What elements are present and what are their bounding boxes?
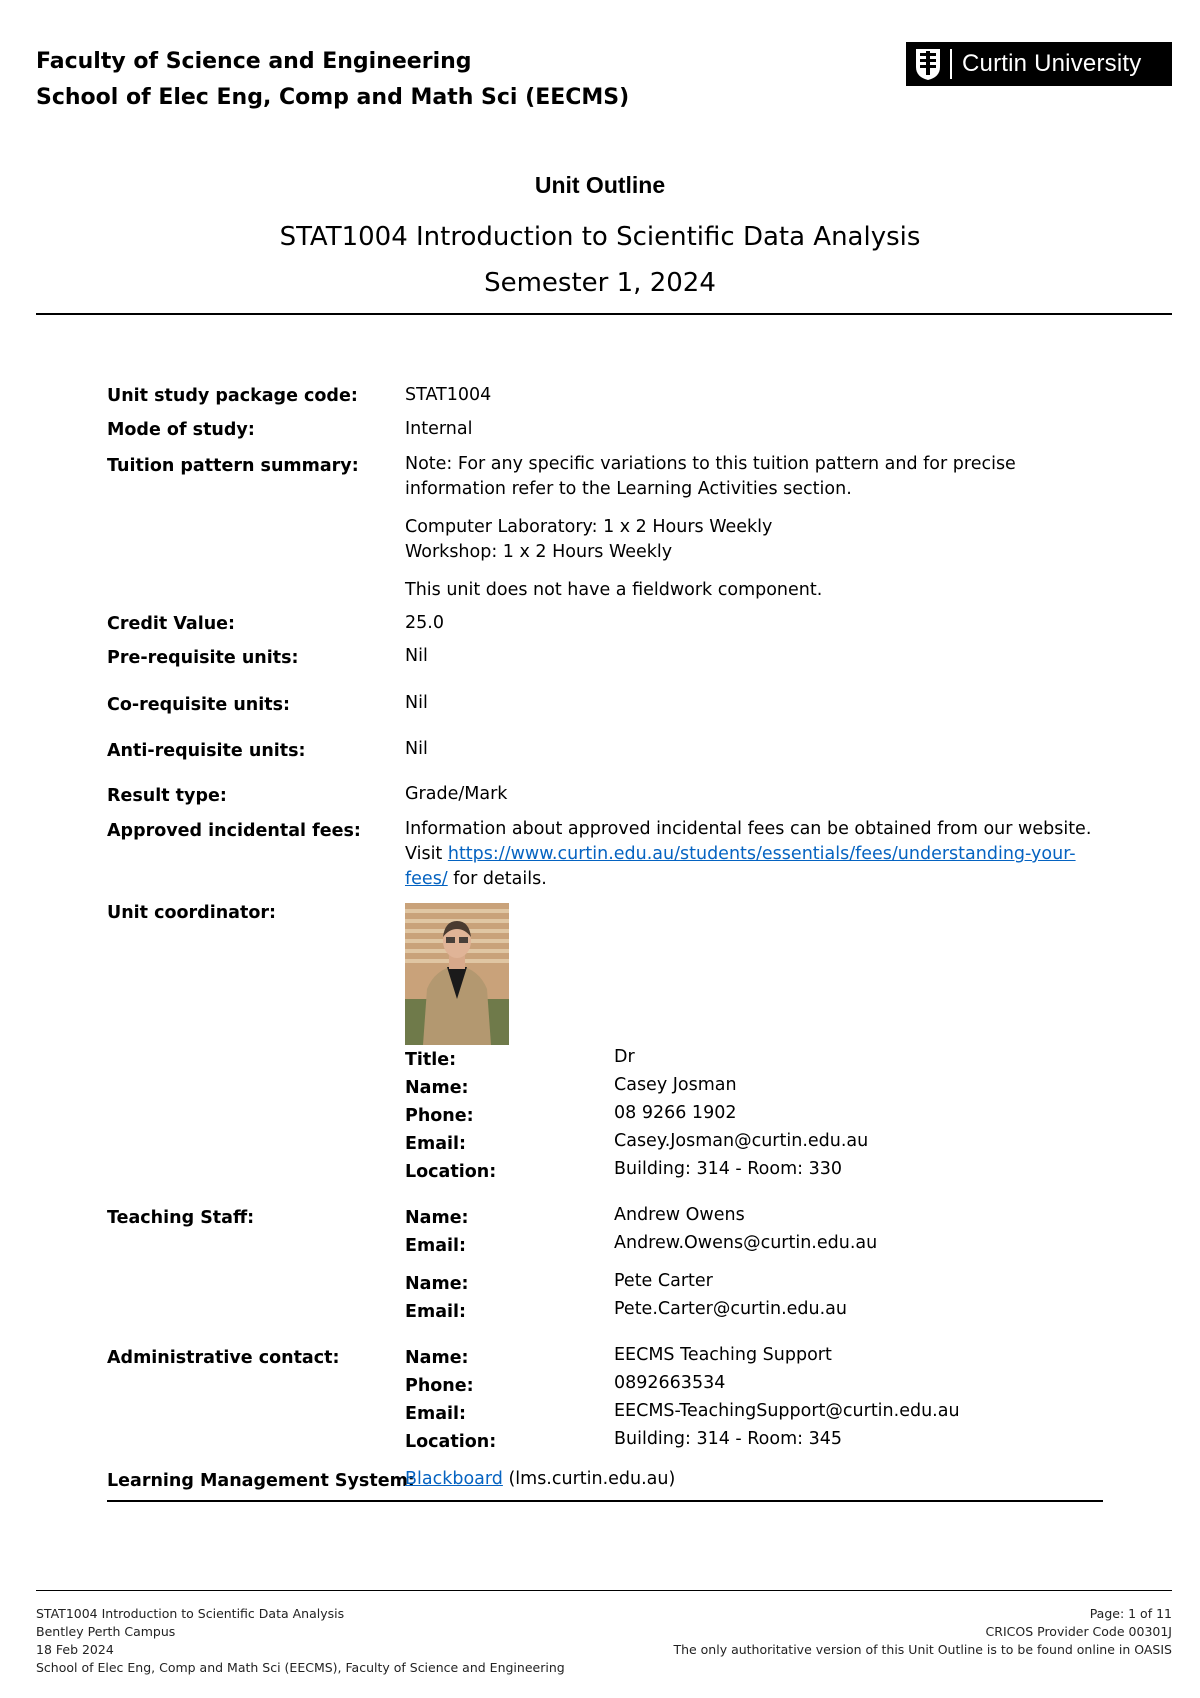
tuition-note-line1: Note: For any specific variations to this tuition pattern and for precise (405, 454, 1016, 474)
logo-divider (950, 49, 952, 79)
lms-value (405, 1467, 675, 1492)
blackboard-link[interactable]: Blackboard (405, 1469, 503, 1489)
coord-title-value: Dr (614, 1047, 635, 1067)
coord-location-value: Building: 314 - Room: 330 (614, 1159, 842, 1179)
admin-email-label: Email: (405, 1404, 466, 1424)
coord-phone-value: 08 9266 1902 (614, 1103, 737, 1123)
fees-link-cont[interactable]: fees/ (405, 869, 448, 889)
antireq-value: Nil (405, 739, 428, 759)
credit-value: 25.0 (405, 613, 444, 633)
admin-location-label: Location: (405, 1432, 497, 1452)
coreq-value: Nil (405, 693, 428, 713)
coord-title-label: Title: (405, 1050, 457, 1070)
staff2-name-value: Pete Carter (614, 1271, 713, 1291)
result-type-value: Grade/Mark (405, 784, 508, 804)
coord-email-label: Email: (405, 1134, 466, 1154)
tuition-note-line2: information refer to the Learning Activities section. (405, 479, 852, 499)
details-bottom-divider (107, 1500, 1103, 1502)
footer-school: School of Elec Eng, Comp and Math Sci (EECMS), Faculty of Science and Engineering (36, 1660, 565, 1675)
fees-line2 (405, 842, 1076, 867)
admin-name-label: Name: (405, 1348, 469, 1368)
coord-location-label: Location: (405, 1162, 497, 1182)
tuition-label: Tuition pattern summary: (107, 456, 359, 476)
staff2-email-value: Pete.Carter@curtin.edu.au (614, 1299, 847, 1319)
coord-name-value: Casey Josman (614, 1075, 737, 1095)
mode-label: Mode of study: (107, 420, 255, 440)
coordinator-photo (405, 903, 509, 1045)
coordinator-label: Unit coordinator: (107, 903, 276, 923)
lms-suffix: (lms.curtin.edu.au) (502, 1469, 676, 1489)
tuition-lab: Computer Laboratory: 1 x 2 Hours Weekly (405, 517, 773, 537)
prereq-value: Nil (405, 646, 428, 666)
fees-line1: Information about approved incidental fees can be obtained from our website. (405, 819, 1092, 839)
coreq-label: Co-requisite units: (107, 695, 291, 715)
footer-date: 18 Feb 2024 (36, 1642, 114, 1657)
result-type-label: Result type: (107, 786, 227, 806)
coord-name-label: Name: (405, 1078, 469, 1098)
lms-label: Learning Management System: (107, 1471, 415, 1491)
footer-right (673, 1605, 1172, 1659)
admin-email-value: EECMS-TeachingSupport@curtin.edu.au (614, 1401, 960, 1421)
tuition-workshop: Workshop: 1 x 2 Hours Weekly (405, 542, 673, 562)
admin-name-value: EECMS Teaching Support (614, 1345, 832, 1365)
footer-unit: STAT1004 Introduction to Scientific Data Analysis (36, 1606, 345, 1621)
package-code-label: Unit study package code: (107, 386, 358, 406)
fees-label: Approved incidental fees: (107, 821, 361, 841)
fees-visit: Visit (405, 844, 448, 864)
faculty-name: Faculty of Science and Engineering (36, 49, 472, 74)
fees-suffix: for details. (447, 869, 547, 889)
package-code-value: STAT1004 (405, 385, 492, 405)
admin-contact-label: Administrative contact: (107, 1348, 340, 1368)
unit-title: STAT1004 Introduction to Scientific Data Analysis (279, 222, 921, 252)
footer-divider (36, 1590, 1172, 1591)
tuition-fieldwork: This unit does not have a fieldwork component. (405, 580, 823, 600)
footer-left (36, 1605, 565, 1677)
logo-text: Curtin University (962, 50, 1142, 77)
staff2-email-label: Email: (405, 1302, 466, 1322)
title-divider (36, 313, 1172, 315)
fees-line3 (405, 867, 547, 892)
faculty-header (36, 44, 629, 116)
curtin-logo (906, 42, 1172, 86)
admin-location-value: Building: 314 - Room: 345 (614, 1429, 842, 1449)
antireq-label: Anti-requisite units: (107, 741, 306, 761)
prereq-label: Pre-requisite units: (107, 648, 299, 668)
mode-value: Internal (405, 419, 473, 439)
admin-phone-label: Phone: (405, 1376, 474, 1396)
teaching-staff-label: Teaching Staff: (107, 1208, 255, 1228)
admin-phone-value: 0892663534 (614, 1373, 726, 1393)
semester: Semester 1, 2024 (484, 268, 716, 298)
crest-icon (906, 42, 950, 86)
fees-link[interactable]: https://www.curtin.edu.au/students/essentials/fees/understanding-your- (447, 844, 1076, 864)
school-name: School of Elec Eng, Comp and Math Sci (EECMS) (36, 85, 630, 110)
staff2-name-label: Name: (405, 1274, 469, 1294)
outline-label: Unit Outline (534, 172, 666, 198)
staff1-email-label: Email: (405, 1236, 466, 1256)
coord-phone-label: Phone: (405, 1106, 474, 1126)
staff1-name-label: Name: (405, 1208, 469, 1228)
footer-authoritative: The only authoritative version of this Unit Outline is to be found online in OASIS (673, 1642, 1172, 1657)
staff1-email-value: Andrew.Owens@curtin.edu.au (614, 1233, 878, 1253)
staff1-name-value: Andrew Owens (614, 1205, 745, 1225)
credit-label: Credit Value: (107, 614, 236, 634)
footer-cricos: CRICOS Provider Code 00301J (985, 1624, 1172, 1639)
footer-page-number: Page: 1 of 11 (1089, 1606, 1172, 1621)
coord-email-value: Casey.Josman@curtin.edu.au (614, 1131, 869, 1151)
footer-campus: Bentley Perth Campus (36, 1624, 176, 1639)
